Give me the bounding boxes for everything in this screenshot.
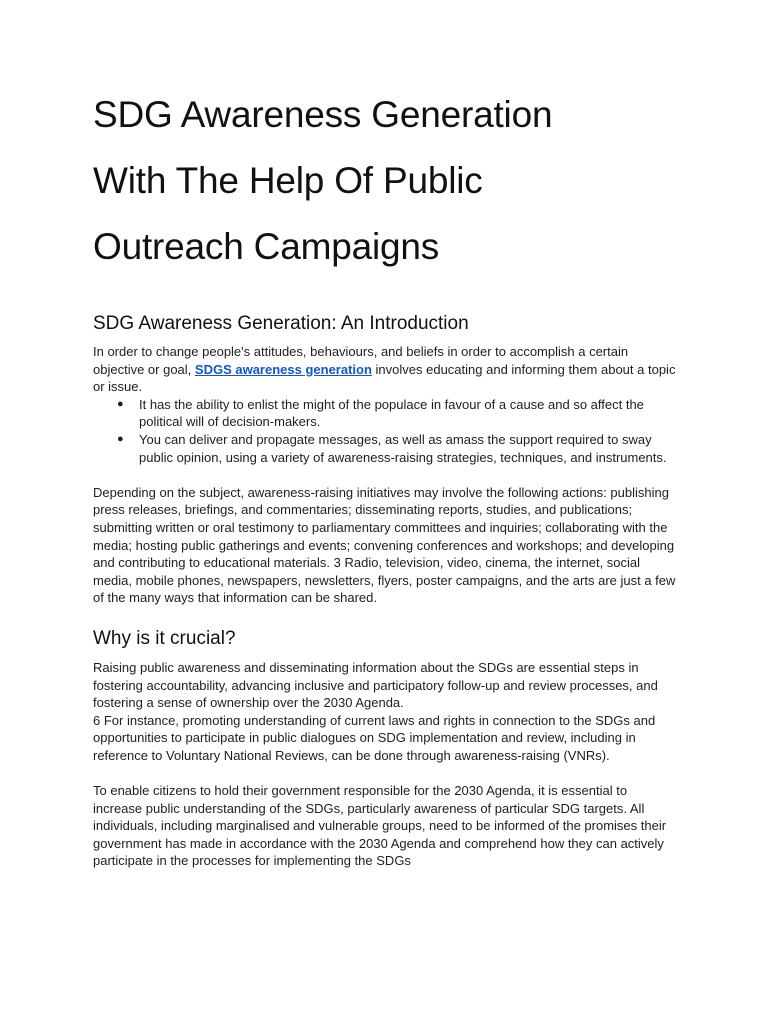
bullet-icon: ●: [117, 397, 124, 410]
intro-text-before-link: In order to change people's attitudes, behaviours, and beliefs in order to accomplish a certain objective or goal,: [93, 344, 629, 377]
intro-text-after-link: involves educating and informing them about a topic or issue.: [93, 361, 676, 395]
document-page: [93, 82, 678, 870]
why-heading: Why is it crucial?: [93, 627, 236, 649]
list-item: [93, 396, 678, 431]
title-line-2: With The Help Of Public: [93, 160, 483, 201]
intro-paragraph: [93, 343, 678, 396]
why-paragraph-1-sentence: Raising public awareness and disseminating information about the SDGs are essential steps in fostering accountability, advancing inclusive and participatory follow-up and review processes, and fostering a sense of ownership over the 2030 Agenda.: [93, 659, 658, 711]
list-item-text: It has the ability to enlist the might of the populace in favour of a cause and so affect the political will of decision-makers.: [139, 396, 644, 430]
bullet-icon: ●: [117, 432, 124, 445]
sdgs-awareness-generation-link[interactable]: SDGS awareness generation: [194, 361, 372, 377]
title-line-1: SDG Awareness Generation: [93, 94, 553, 135]
why-paragraph-1-example: 6 For instance, promoting understanding of current laws and rights in connection to the SDGs and opportunities to participate in public dialogues on SDG implementation and review, including in reference to Voluntary National Reviews, can be done through awareness-raising (VNRs).: [93, 712, 656, 763]
document-title: [93, 82, 678, 280]
list-item: [93, 431, 678, 466]
why-paragraph-1: [93, 659, 678, 765]
why-paragraph-2: To enable citizens to hold their government responsible for the 2030 Agenda, it is essential to increase public understanding of the SDGs, particularly awareness of particular SDG targets. All individuals, including marginalised and vulnerable groups, need to be informed of the promises their government has made in accordance with the 2030 Agenda and comprehend how they can actively participate in the processes for implementing the SDGs: [93, 783, 667, 869]
title-line-3: Outreach Campaigns: [93, 226, 440, 267]
actions-paragraph: Depending on the subject, awareness-raising initiatives may involve the following actions: publishing press releases, briefings, and commentaries; disseminating reports, studies, and publications; submitting written or oral testimony to parliamentary committees and inquiries; collaborating with the media; hosting public gatherings and events; convening conferences and workshops; and developing and contributing to educational materials. 3 Radio, television, video, cinema, the internet, social media, mobile phones, newspapers, newsletters, flyers, poster campaigns, and the arts are just a few of the many ways that information can be shared.: [93, 484, 676, 606]
intro-bullet-list: [93, 396, 678, 466]
list-item-text: You can deliver and propagate messages, as well as amass the support required to sway public opinion, using a variety of awareness-raising strategies, techniques, and instruments.: [139, 431, 667, 465]
intro-heading: SDG Awareness Generation: An Introduction: [93, 313, 469, 334]
